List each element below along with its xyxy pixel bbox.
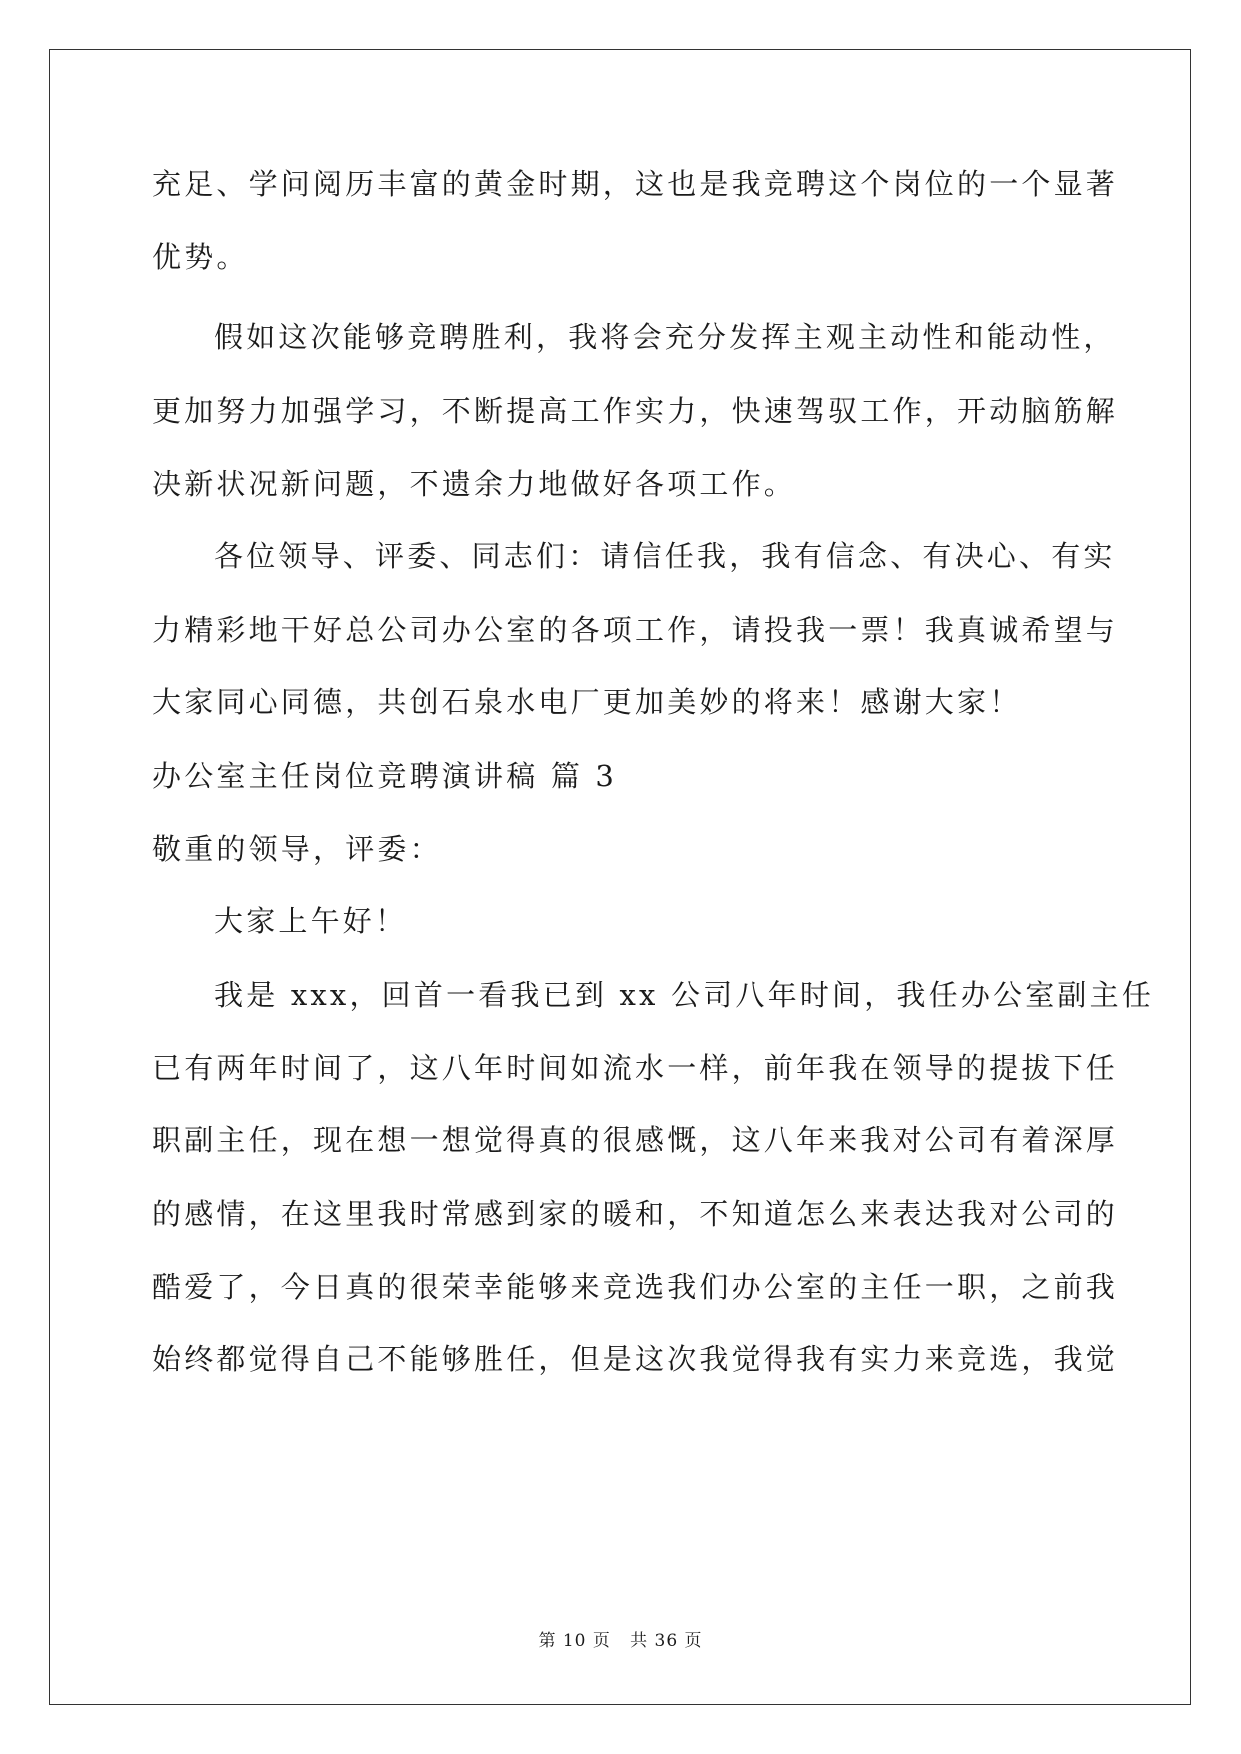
page-footer — [0, 1626, 1241, 1651]
text-line: 力精彩地干好总公司办公室的各项工作，请投我一票！我真诚希望与 — [152, 613, 1119, 647]
total-pages: 共 36 页 — [630, 1631, 703, 1651]
text-line: 大家同心同德，共创石泉水电厂更加美妙的将来！感谢大家！ — [152, 685, 1022, 719]
paragraph-first-line: 假如这次能够竞聘胜利，我将会充分发挥主观主动性和能动性， — [214, 320, 1116, 354]
paragraph-first-line: 我是 xxx，回首一看我已到 xx 公司八年时间，我任办公室副主任 — [214, 978, 1155, 1012]
page-border — [49, 49, 1191, 1705]
text-line: 决新状况新问题，不遗余力地做好各项工作。 — [152, 467, 797, 501]
salutation: 敬重的领导，评委： — [152, 832, 442, 866]
text-line: 充足、学问阅历丰富的黄金时期，这也是我竞聘这个岗位的一个显著 — [152, 167, 1119, 201]
paragraph-first-line: 各位领导、评委、同志们：请信任我，我有信念、有决心、有实 — [214, 539, 1116, 573]
text-line: 酷爱了，今日真的很荣幸能够来竞选我们办公室的主任一职，之前我 — [152, 1270, 1119, 1304]
text-line: 职副主任，现在想一想觉得真的很感慨，这八年来我对公司有着深厚 — [152, 1123, 1119, 1157]
text-line: 已有两年时间了，这八年时间如流水一样，前年我在领导的提拔下任 — [152, 1051, 1119, 1085]
page-number: 第 10 页 — [538, 1631, 611, 1651]
text-line: 始终都觉得自己不能够胜任，但是这次我觉得我有实力来竞选，我觉 — [152, 1342, 1119, 1376]
text-line: 的感情，在这里我时常感到家的暖和，不知道怎么来表达我对公司的 — [152, 1197, 1119, 1231]
section-heading: 办公室主任岗位竞聘演讲稿 篇 3 — [152, 759, 618, 793]
text-line: 更加努力加强学习，不断提高工作实力，快速驾驭工作，开动脑筋解 — [152, 394, 1119, 428]
text-line: 优势。 — [152, 240, 249, 274]
greeting: 大家上午好！ — [214, 904, 408, 938]
